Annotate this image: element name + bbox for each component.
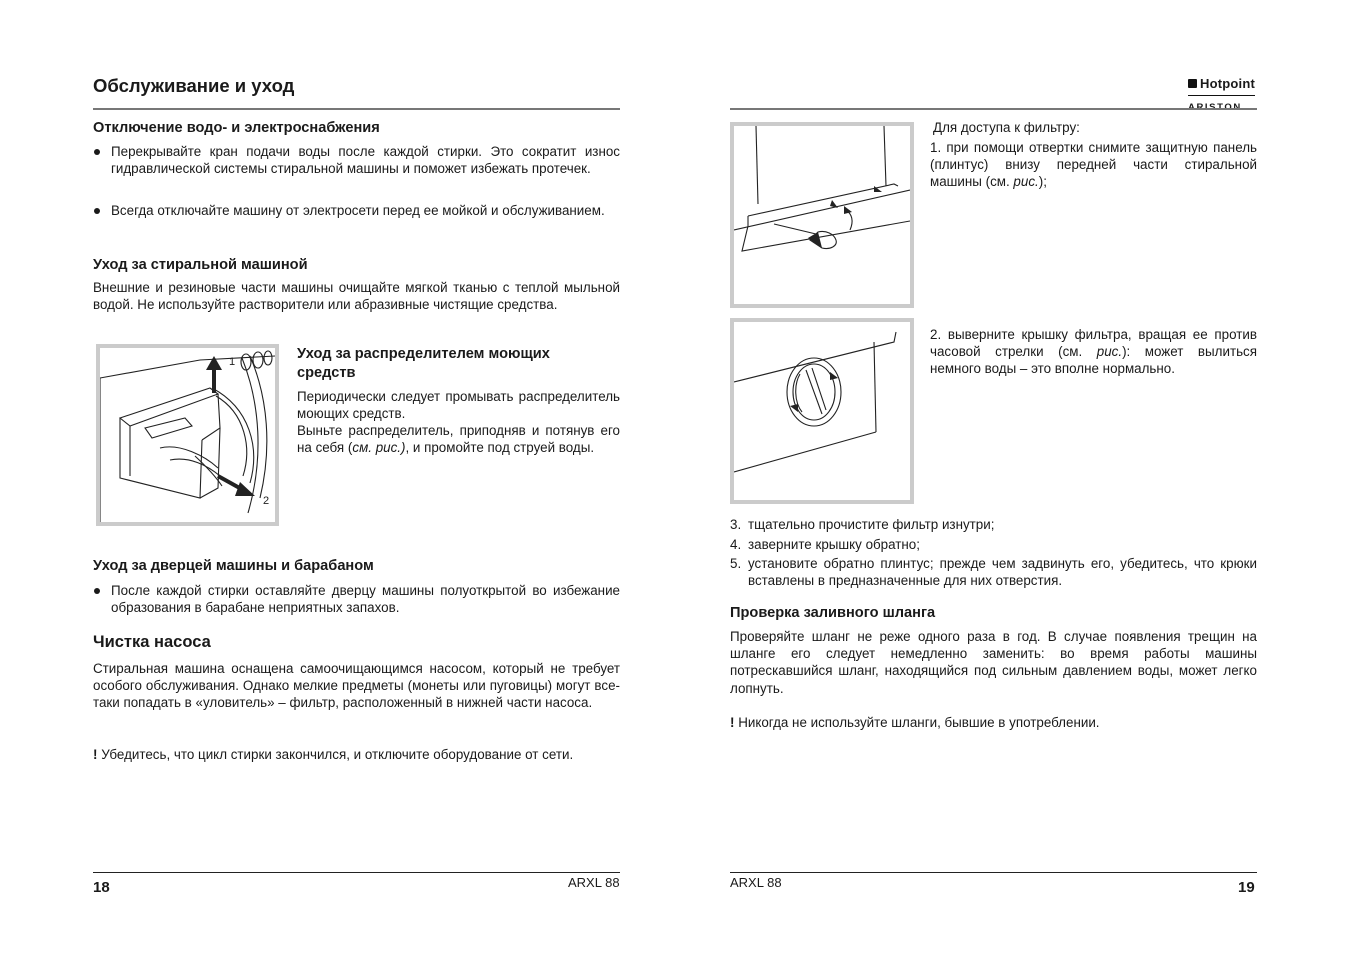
step-5: установите обратно плинтус; прежде чем задвинуть его, убедитесь, что крюки вставлены в предназначенные для них отверстия. (748, 556, 1257, 589)
footer-rule (93, 872, 620, 873)
bullet-dot (94, 588, 100, 594)
pump-warning: ! Убедитесь, что цикл стирки закончился, и отключите оборудование от сети. (93, 747, 574, 762)
page-number-right: 19 (1238, 879, 1255, 896)
section-heading-machine-care: Уход за стиральной машиной (93, 257, 308, 273)
model-name-right: ARXL 88 (730, 875, 782, 890)
step-1: 1. при помощи отвертки снимите защитную панель (плинтус) внизу передней части стиральной машины (см. рис.); (930, 140, 1257, 190)
step-number: 5. (730, 556, 742, 571)
figure-label-1: 1 (229, 356, 236, 368)
hose-warning: ! Никогда не используйте шланги, бывшие в употреблении. (730, 715, 1100, 730)
hose-text: Проверяйте шланг не реже одного раза в год. В случае появления трещин на шланге его следует немедленно заменить: во время работы машины потрескавшийся шланг, находящийся под сильным давлением воды, может легко лопнуть. (730, 629, 1257, 696)
bullet-text: Перекрывайте кран подачи воды после каждой стирки. Это сократит износ гидравлической системы стиральной машины и поможет избежать протечек. (111, 144, 620, 177)
machine-care-text: Внешние и резиновые части машины очищайте мягкой тканью с теплой мыльной водой. Не используйте растворители или абразивные чистящие средства. (93, 280, 620, 313)
step-4: заверните крышку обратно; (748, 537, 920, 552)
dispenser-illustration (100, 348, 275, 522)
title-rule (93, 108, 620, 110)
step-number: 3. (730, 517, 742, 532)
step-3: тщательно прочистите фильтр изнутри; (748, 517, 995, 532)
step-2: 2. выверните крышку фильтра, вращая ее против часовой стрелки (см. рис.): может вылиться немного воды – это вполне нормально. (930, 327, 1258, 377)
bullet-text: Всегда отключайте машину от электросети перед ее мойкой и обслуживанием. (111, 203, 605, 218)
title-rule-right (730, 108, 1257, 110)
plinth-figure (730, 122, 914, 308)
hotpoint-logo-icon (1188, 79, 1197, 88)
page-title: Обслуживание и уход (93, 75, 295, 96)
logo-brand: Hotpoint (1200, 76, 1256, 91)
section-heading-pump: Чистка насоса (93, 633, 211, 651)
figure-label-2: 2 (263, 495, 270, 507)
dispenser-text-1: Периодически следует промывать распределитель моющих средств. (297, 389, 620, 422)
pump-text: Стиральная машина оснащена самоочищающимся насосом, который не требует особого обслуживания. Однако мелкие предметы (монеты или пуговицы) могут все-таки попадать в «уловитель» – фильтр, расположенный в нижней части насоса. (93, 661, 620, 711)
section-heading-supply: Отключение водо- и электроснабжения (93, 120, 380, 136)
dispenser-text-2: Выньте распределитель, приподняв и потянув его на себя (см. рис.), и промойте под струей воды. (297, 423, 620, 456)
section-heading-dispenser: Уход за распределителем моющих средств (297, 346, 550, 381)
model-name: ARXL 88 (568, 875, 620, 890)
page-number: 18 (93, 879, 110, 896)
footer-rule-right (730, 872, 1257, 873)
dispenser-figure (96, 344, 279, 526)
pull-arrow-icon (218, 476, 255, 496)
lift-arrow-icon (206, 356, 222, 393)
section-heading-door: Уход за дверцей машины и барабаном (93, 558, 374, 574)
plinth-illustration (734, 126, 910, 304)
bullet-dot (94, 208, 100, 214)
section-heading-hose: Проверка заливного шланга (730, 605, 936, 621)
filter-cap-illustration (734, 322, 910, 500)
bullet-dot (94, 149, 100, 155)
bullet-text: После каждой стирки оставляйте дверцу машины полуоткрытой во избежание образования в барабане неприятных запахов. (111, 583, 620, 616)
filter-intro: Для доступа к фильтру: (933, 120, 1080, 135)
step-number: 4. (730, 537, 742, 552)
filter-cap-figure (730, 318, 914, 504)
